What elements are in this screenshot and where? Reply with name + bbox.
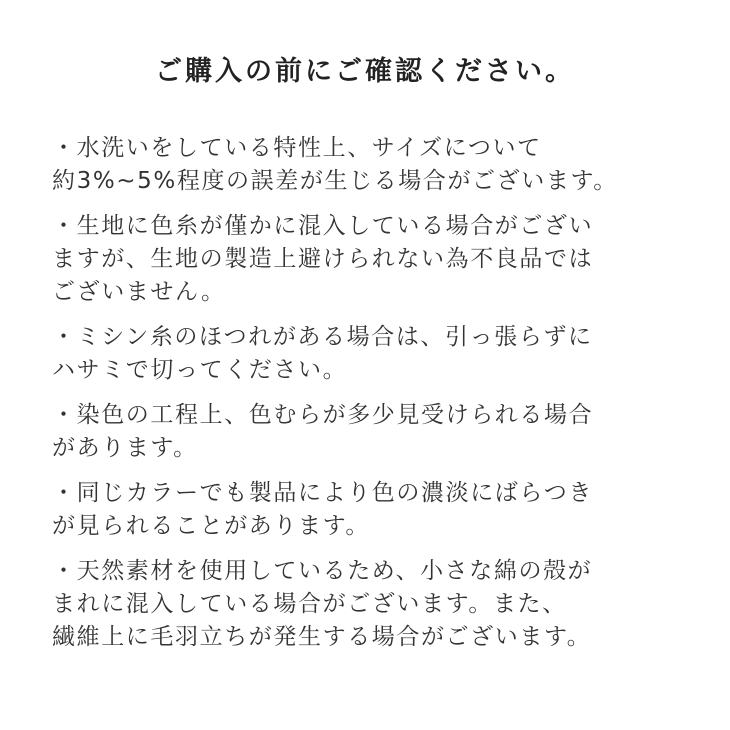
notice-line: ますが、生地の製造上避けられない為不良品では xyxy=(52,246,594,272)
notice-line: まれに混入している場合がございます。また、 xyxy=(52,591,567,617)
notice-line: ・生地に色糸が僅かに混入している場合がござい xyxy=(52,213,594,239)
notice-line: ・水洗いをしている特性上、サイズについて xyxy=(52,135,542,161)
notice-list xyxy=(52,132,692,666)
notice-line: ハサミで切ってください。 xyxy=(52,357,348,383)
notice-line: ・天然素材を使用しているため、小さな綿の殻が xyxy=(52,558,593,584)
page-title: ご購入の前にご確認ください。 xyxy=(155,56,575,87)
notice-item-shade-variation xyxy=(52,477,692,543)
notice-line: が見られることがあります。 xyxy=(52,513,370,539)
notice-item-uneven-dye xyxy=(52,399,692,465)
notice-item-natural-material xyxy=(52,555,692,654)
notice-line: ・染色の工程上、色むらが多少見受けられる場合 xyxy=(52,402,594,428)
notice-line: ・同じカラーでも製品により色の濃淡にばらつき xyxy=(52,480,593,506)
notice-item-size-variance xyxy=(52,132,692,198)
notice-line: ・ミシン糸のほつれがある場合は、引っ張らずに xyxy=(52,324,593,350)
notice-line: 繊維上に毛羽立ちが発生する場合がございます。 xyxy=(52,624,592,650)
notice-line: ございません。 xyxy=(52,279,226,305)
notice-item-loose-thread xyxy=(52,321,692,387)
notice-line: 約3%~5%程度の誤差が生じる場合がございます。 xyxy=(52,168,618,194)
notice-item-colored-thread xyxy=(52,210,692,309)
notice-line: があります。 xyxy=(52,435,198,461)
